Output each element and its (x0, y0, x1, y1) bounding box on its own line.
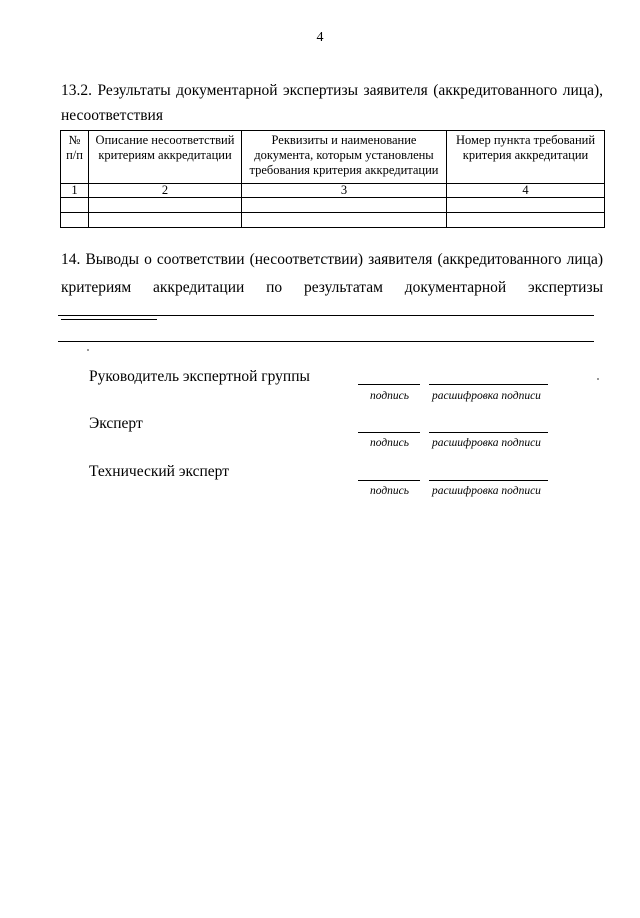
signature-decode-caption: расшифровка подписи (432, 390, 541, 402)
signature-role-technical-expert: Технический эксперт (89, 463, 229, 480)
table-cell[interactable] (242, 198, 447, 213)
table-row (61, 198, 605, 213)
section-14-text: 14. Выводы о соответствии (несоответствии) заявителя (аккредитованного лица) критериям аккредитации по результатам документарной экспертизы (61, 251, 603, 296)
scan-speck (597, 378, 599, 380)
table-cell[interactable] (447, 213, 605, 228)
signature-role-head: Руководитель экспертной группы (89, 368, 310, 385)
scan-speck (87, 349, 89, 351)
table-cell[interactable] (61, 213, 89, 228)
header-number: № п/п (61, 131, 89, 184)
header-document: Реквизиты и наименование документа, которым установлены требования критерия аккредитации (242, 131, 447, 184)
signature-line[interactable] (358, 432, 420, 433)
section-13-2-title: 13.2. Результаты документарной экспертизы заявителя (аккредитованного лица), несоответствия (61, 82, 603, 124)
table-header-row (61, 131, 605, 184)
table-cell[interactable] (89, 198, 242, 213)
section-14-conclusions (61, 246, 603, 330)
page-number: 4 (316, 30, 324, 45)
signature-caption: подпись (370, 485, 410, 497)
conclusions-fill-line[interactable] (58, 315, 594, 316)
conclusions-fill-line[interactable] (58, 341, 594, 342)
signature-line[interactable] (358, 384, 420, 385)
signature-decode-line[interactable] (429, 432, 548, 433)
column-number: 2 (89, 184, 242, 198)
table-column-numbers-row (61, 184, 605, 198)
table-row (61, 213, 605, 228)
signature-role-expert: Эксперт (89, 415, 143, 432)
signature-caption: подпись (370, 437, 410, 449)
signature-decode-caption: расшифровка подписи (432, 437, 541, 449)
signature-caption: подпись (370, 390, 410, 402)
header-description: Описание несоответствий критериям аккредитации (89, 131, 242, 184)
nonconformities-table (60, 130, 605, 228)
table-cell[interactable] (447, 198, 605, 213)
table-cell[interactable] (242, 213, 447, 228)
table-cell[interactable] (89, 213, 242, 228)
column-number: 1 (61, 184, 89, 198)
signature-decode-line[interactable] (429, 480, 548, 481)
column-number: 3 (242, 184, 447, 198)
signature-decode-line[interactable] (429, 384, 548, 385)
signature-line[interactable] (358, 480, 420, 481)
header-clause: Номер пункта требований критерия аккредитации (447, 131, 605, 184)
table-cell[interactable] (61, 198, 89, 213)
column-number: 4 (447, 184, 605, 198)
signature-decode-caption: расшифровка подписи (432, 485, 541, 497)
